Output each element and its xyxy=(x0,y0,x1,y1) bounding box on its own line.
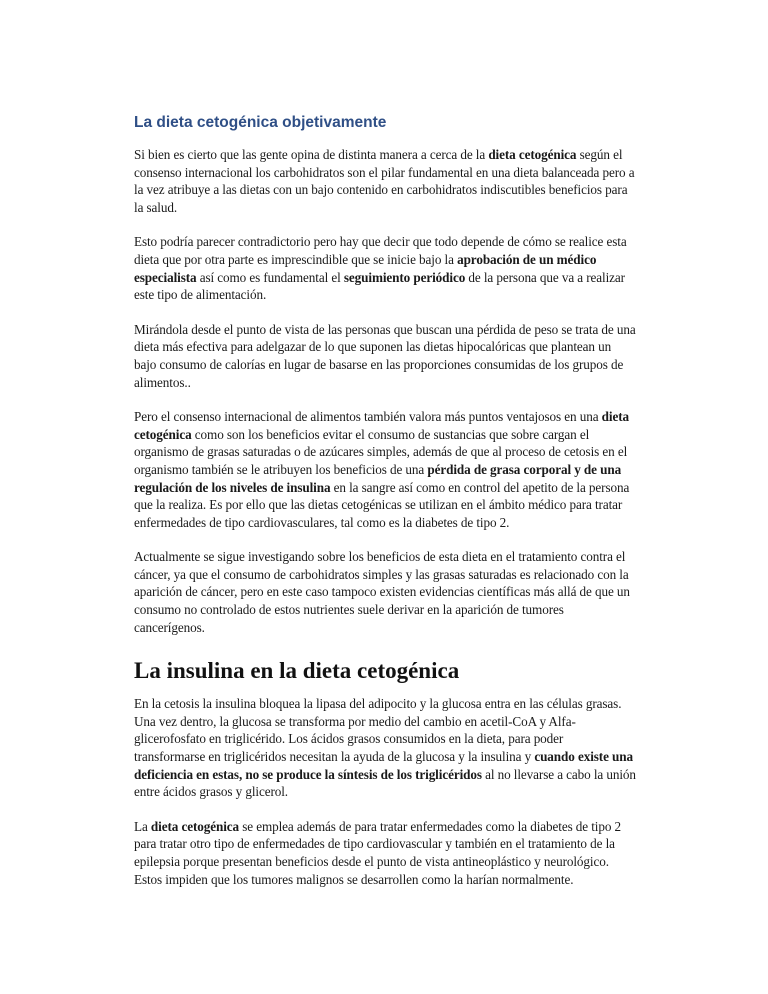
p2-text-a: Esto podría parecer contradictorio pero hay que decir que todo depende de cómo se realice esta dieta que por otra parte es imprescindible que se inicie bajo la xyxy=(134,234,627,267)
p1-text-a: Si bien es cierto que las gente opina de distinta manera a cerca de la xyxy=(134,147,489,162)
p4-bold-benefits: pérdida de grasa corporal y de una regulación de los niveles de insulina xyxy=(134,461,622,495)
p2-bold-approval: aprobación de un médico especialista xyxy=(134,251,597,285)
p6-bold-deficiency: cuando existe una deficiencia en estas, no se produce la síntesis de los triglicéridos xyxy=(134,749,633,782)
paragraph-6 xyxy=(134,695,636,801)
p2-text-d: de la persona que va a realizar este tipo de alimentación. xyxy=(134,269,625,303)
p4-bold-term: dieta cetogénica xyxy=(134,409,630,442)
p2-bold-followup: seguimiento periódico xyxy=(343,269,466,285)
p1-bold-term: dieta cetogénica xyxy=(488,147,577,162)
p7-text-c: se emplea además de para tratar enfermedades como la diabetes de tipo 2 para tratar otro tipo de enfermedades de tipo cardiovascular y también en el tratamiento de la epilepsia porque presentan beneficios desde el punto de vista antineoplástico y neurológico. Estos impiden que los tumores malignos se desarrollen como la harían normalmente. xyxy=(134,818,622,887)
paragraph-3: Mirándola desde el punto de vista de las personas que buscan una pérdida de peso se trata de una dieta más efectiva para adelgazar de lo que suponen las dietas hipocalóricas que plantean un bajo consumo de calorías en lugar de basarse en las proporciones consumidas de los grupos de alimentos.. xyxy=(134,321,636,390)
paragraph-4 xyxy=(134,408,636,531)
p2-text-c: así como es fundamental el xyxy=(196,269,344,285)
paragraph-5: Actualmente se sigue investigando sobre los beneficios de esta dieta en el tratamiento contra el cáncer, ya que el consumo de carbohidratos simples y las grasas saturadas es relacionado con la aparición de cáncer, pero en este caso tampoco existen evidencias científicas más allá de que un consumo no controlado de estos nutrientes suele derivar en la aparición de tumores cancerígenos. xyxy=(134,549,630,635)
paragraph-7 xyxy=(134,818,636,888)
section-title-insulin: La insulina en la dieta cetogénica xyxy=(134,658,460,684)
p1-text-c: según el consenso internacional los carbohidratos son el pilar fundamental en una dieta balanceada pero a la vez atribuye a las dietas con un bajo contenido en carbohidratos indiscutibles beneficios para la salud. xyxy=(134,147,635,215)
p4-text-a: Pero el consenso internacional de alimentos también valora más puntos ventajosos en una xyxy=(134,409,602,425)
p4-text-d: en la sangre así como en control del apetito de la persona que la realiza. Es por ello que las dietas cetogénicas se utilizan en el ámbito médico para tratar enfermedades de tipo cardiovasculares, tal como es la diabetes de tipo 2. xyxy=(134,479,630,530)
p7-text-a: La xyxy=(134,818,151,834)
p6-text-a: En la cetosis la insulina bloquea la lipasa del adipocito y la glucosa entra en las células grasas. Una vez dentro, la glucosa se transforma por medio del cambio en acetil-CoA y Alfa-glicerofosfato en triglicérido. Los ácidos grasos consumidos en la dieta, para poder transformarse en triglicéridos necesitan la ayuda de la glucosa y la insulina y xyxy=(134,696,622,765)
document-body xyxy=(134,112,636,905)
paragraph-1 xyxy=(134,146,636,216)
section-title-ketogenic-objective: La dieta cetogénica objetivamente xyxy=(134,114,387,131)
p4-text-c: como son los beneficios evitar el consumo de sustancias que sobre cargan el organismo de grasas saturadas o de azúcares simples, además de que al proceso de cetosis en el organismo también se le atribuyen los beneficios de una xyxy=(134,426,628,477)
p7-bold-term: dieta cetogénica xyxy=(150,818,240,834)
p6-text-c: al no llevarse a cabo la unión entre ácidos grasos y glicerol. xyxy=(134,766,636,800)
paragraph-2 xyxy=(134,233,636,303)
